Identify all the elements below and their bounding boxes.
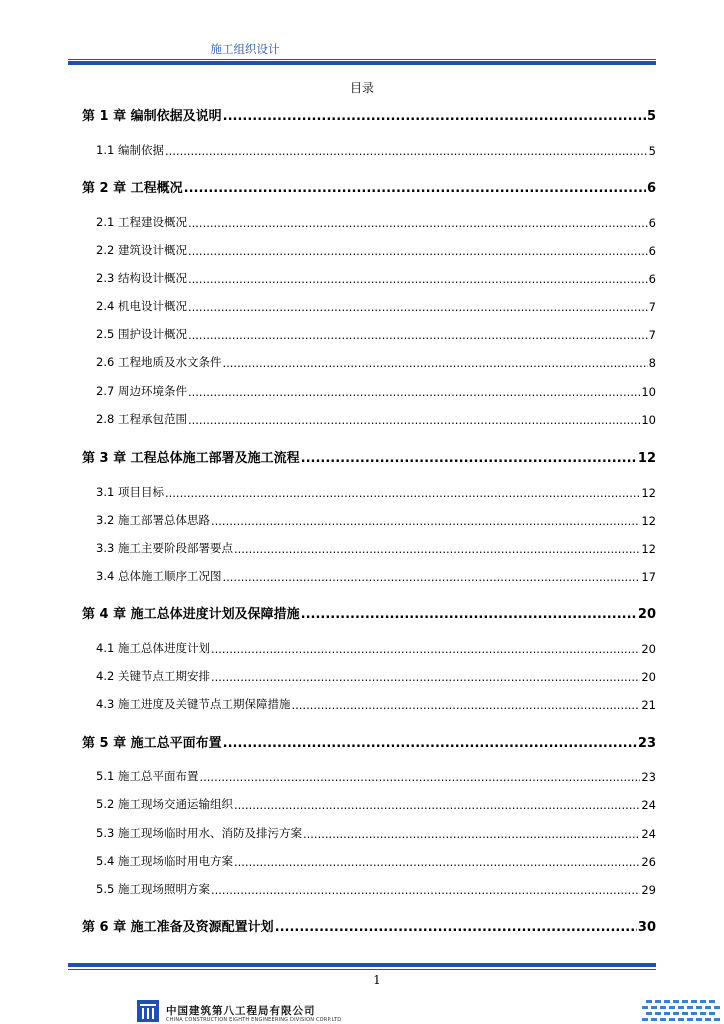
toc-section-3-2[interactable]: 3.2 施工部署总体思路 ..... 12 xyxy=(96,512,656,528)
page-header-title: 施工组织设计 xyxy=(210,42,280,56)
toc-section-1-1[interactable]: 1.1 编制依据 ..... 5 xyxy=(96,142,656,158)
toc-section-2-5[interactable]: 2.5 围护设计概况 ..... 7 xyxy=(96,326,656,342)
toc-section-2-3[interactable]: 2.3 结构设计概况 ..... 6 xyxy=(96,270,656,286)
toc-section-3-4[interactable]: 3.4 总体施工顺序工况图 ..... 17 xyxy=(96,568,656,584)
toc-section-2-7[interactable]: 2.7 周边环境条件 ..... 10 xyxy=(96,383,656,399)
company-name-en: CHINA CONSTRUCTION EIGHTH ENGINEERING DIVISION CORP.LTD xyxy=(166,1017,342,1023)
decorative-pattern-icon xyxy=(640,998,724,1024)
toc-chapter-2[interactable]: 第 2 章 工程概况 ..... 6 xyxy=(82,176,656,196)
page-number: 1 xyxy=(373,973,381,987)
toc-section-2-4[interactable]: 2.4 机电设计概况 ..... 7 xyxy=(96,298,656,314)
toc-section-5-1[interactable]: 5.1 施工总平面布置 ..... 23 xyxy=(96,768,656,784)
toc-title: 目录 xyxy=(349,81,374,95)
toc-chapter-3[interactable]: 第 3 章 工程总体施工部署及施工流程 ..... 12 xyxy=(82,446,656,466)
footer-rule-thin xyxy=(68,969,656,970)
toc-section-4-1[interactable]: 4.1 施工总体进度计划 ..... 20 xyxy=(96,640,656,656)
toc-chapter-4[interactable]: 第 4 章 施工总体进度计划及保障措施 ..... 20 xyxy=(82,602,656,622)
company-name-cn: 中国建筑第八工程局有限公司 xyxy=(166,1005,316,1017)
toc-section-4-3[interactable]: 4.3 施工进度及关键节点工期保障措施 ..... 21 xyxy=(96,696,656,712)
toc-chapter-5[interactable]: 第 5 章 施工总平面布置 ..... 23 xyxy=(82,731,656,751)
toc-section-2-6[interactable]: 2.6 工程地质及水文条件 ..... 8 xyxy=(96,354,656,370)
toc-section-5-4[interactable]: 5.4 施工现场临时用电方案 ..... 26 xyxy=(96,853,656,869)
toc-section-3-3[interactable]: 3.3 施工主要阶段部署要点 ..... 12 xyxy=(96,540,656,556)
toc-section-5-5[interactable]: 5.5 施工现场照明方案 ..... 29 xyxy=(96,881,656,897)
toc-section-3-1[interactable]: 3.1 项目目标 ..... 12 xyxy=(96,484,656,500)
footer-rule-thick xyxy=(68,963,656,967)
toc-section-2-8[interactable]: 2.8 工程承包范围 ..... 10 xyxy=(96,411,656,427)
toc-chapter-1[interactable]: 第 1 章 编制依据及说明 ..... 5 xyxy=(82,104,656,124)
toc-section-4-2[interactable]: 4.2 关键节点工期安排 ..... 20 xyxy=(96,668,656,684)
toc-section-2-2[interactable]: 2.2 建筑设计概况 ..... 6 xyxy=(96,242,656,258)
toc-chapter-6[interactable]: 第 6 章 施工准备及资源配置计划 ..... 30 xyxy=(82,915,656,935)
company-logo-icon xyxy=(137,1000,159,1022)
toc-section-5-2[interactable]: 5.2 施工现场交通运输组织 ..... 24 xyxy=(96,796,656,812)
toc-section-2-1[interactable]: 2.1 工程建设概况 ..... 6 xyxy=(96,214,656,230)
toc-section-5-3[interactable]: 5.3 施工现场临时用水、消防及排污方案 ..... 24 xyxy=(96,825,656,841)
